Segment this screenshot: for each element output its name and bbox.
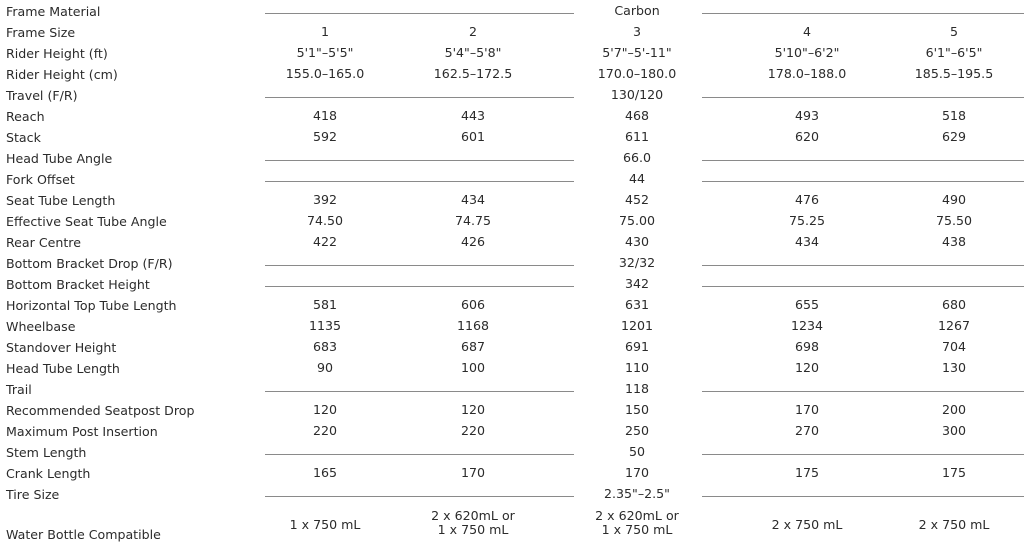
size-5-value: 185.5–195.5 — [914, 66, 994, 81]
span-divider-right — [702, 97, 1024, 98]
row-label: Reach — [6, 109, 45, 124]
size-1-value: 392 — [312, 192, 338, 207]
size-4-value: 178.0–188.0 — [767, 66, 847, 81]
row-label: Bottom Bracket Height — [6, 277, 150, 292]
row-label: Stack — [6, 130, 41, 145]
span-divider-left — [265, 391, 574, 392]
row-label: Fork Offset — [6, 172, 75, 187]
size-1-value: 592 — [312, 129, 338, 144]
size-4-value: 698 — [794, 339, 820, 354]
size-4-value: 493 — [794, 108, 820, 123]
size-2-value: 2 — [468, 24, 477, 39]
size-4-value: 2 x 750 mL — [771, 517, 843, 532]
row-label: Standover Height — [6, 340, 117, 355]
size-2-value: 2 x 620mL or 1 x 750 mL — [431, 508, 515, 537]
size-4-value: 270 — [794, 423, 820, 438]
geometry-row — [0, 276, 1024, 297]
size-3-value: 452 — [624, 192, 650, 207]
size-2-value: 74.75 — [454, 213, 492, 228]
size-4-value: 120 — [794, 360, 820, 375]
size-3-value: 170 — [624, 465, 650, 480]
size-5-value: 175 — [941, 465, 967, 480]
span-divider-left — [265, 265, 574, 266]
size-5-value: 300 — [941, 423, 967, 438]
size-2-value: 1168 — [456, 318, 490, 333]
span-divider-right — [702, 391, 1024, 392]
size-2-value: 5'4"–5'8" — [444, 45, 502, 60]
span-divider-left — [265, 160, 574, 161]
size-4-value: 476 — [794, 192, 820, 207]
geometry-row — [0, 24, 1024, 45]
geometry-row — [0, 318, 1024, 339]
size-4-value: 620 — [794, 129, 820, 144]
size-4-value: 5'10"–6'2" — [774, 45, 840, 60]
size-3-value: 110 — [624, 360, 650, 375]
size-2-value: 100 — [460, 360, 486, 375]
size-3-value: 3 — [632, 24, 641, 39]
span-value: Carbon — [614, 3, 660, 18]
size-2-value: 426 — [460, 234, 486, 249]
span-value: 118 — [624, 381, 650, 396]
size-2-value: 606 — [460, 297, 486, 312]
row-label: Horizontal Top Tube Length — [6, 298, 177, 313]
size-5-value: 704 — [941, 339, 967, 354]
geometry-row — [0, 234, 1024, 255]
row-label: Tire Size — [6, 487, 60, 502]
geometry-row — [0, 171, 1024, 192]
geometry-row — [0, 66, 1024, 87]
size-4-value: 75.25 — [788, 213, 826, 228]
size-1-value: 1135 — [308, 318, 342, 333]
row-label: Rider Height (cm) — [6, 67, 118, 82]
size-2-value: 601 — [460, 129, 486, 144]
size-3-value: 468 — [624, 108, 650, 123]
size-3-value: 1201 — [620, 318, 654, 333]
size-1-value: 1 x 750 mL — [289, 517, 361, 532]
size-2-value: 170 — [460, 465, 486, 480]
geometry-row — [0, 465, 1024, 486]
row-label: Frame Size — [6, 25, 76, 40]
span-divider-left — [265, 286, 574, 287]
size-5-value: 680 — [941, 297, 967, 312]
size-1-value: 165 — [312, 465, 338, 480]
row-label: Bottom Bracket Drop (F/R) — [6, 256, 173, 271]
size-4-value: 170 — [794, 402, 820, 417]
size-3-value: 631 — [624, 297, 650, 312]
span-value: 50 — [628, 444, 646, 459]
size-3-value: 430 — [624, 234, 650, 249]
span-divider-left — [265, 97, 574, 98]
geometry-row — [0, 87, 1024, 108]
geometry-row — [0, 402, 1024, 423]
size-5-value: 200 — [941, 402, 967, 417]
size-5-value: 75.50 — [935, 213, 973, 228]
size-5-value: 490 — [941, 192, 967, 207]
size-5-value: 518 — [941, 108, 967, 123]
size-1-value: 683 — [312, 339, 338, 354]
size-2-value: 434 — [460, 192, 486, 207]
size-4-value: 4 — [802, 24, 811, 39]
span-divider-right — [702, 13, 1024, 14]
geometry-row — [0, 360, 1024, 381]
row-label: Crank Length — [6, 466, 91, 481]
row-label: Water Bottle Compatible — [6, 527, 161, 542]
size-1-value: 220 — [312, 423, 338, 438]
span-value: 44 — [628, 171, 646, 186]
size-5-value: 6'1"–6'5" — [925, 45, 983, 60]
row-label: Rear Centre — [6, 235, 81, 250]
size-5-value: 1267 — [937, 318, 971, 333]
geometry-row — [0, 255, 1024, 276]
size-2-value: 220 — [460, 423, 486, 438]
size-2-value: 162.5–172.5 — [433, 66, 513, 81]
size-5-value: 438 — [941, 234, 967, 249]
geometry-row — [0, 486, 1024, 507]
span-value: 130/120 — [610, 87, 664, 102]
geometry-row — [0, 192, 1024, 213]
size-2-value: 120 — [460, 402, 486, 417]
span-divider-right — [702, 160, 1024, 161]
size-1-value: 422 — [312, 234, 338, 249]
geometry-row — [0, 108, 1024, 129]
span-divider-right — [702, 265, 1024, 266]
geometry-row — [0, 297, 1024, 318]
row-label: Head Tube Length — [6, 361, 120, 376]
size-1-value: 5'1"–5'5" — [296, 45, 354, 60]
row-label: Frame Material — [6, 4, 101, 19]
row-label: Seat Tube Length — [6, 193, 116, 208]
span-value: 32/32 — [618, 255, 656, 270]
size-3-value: 2 x 620mL or 1 x 750 mL — [595, 508, 679, 537]
geometry-row — [0, 381, 1024, 402]
size-4-value: 1234 — [790, 318, 824, 333]
size-2-value: 443 — [460, 108, 486, 123]
size-3-value: 5'7"–5'-11" — [602, 45, 672, 60]
size-1-value: 90 — [316, 360, 334, 375]
row-label: Head Tube Angle — [6, 151, 113, 166]
size-1-value: 155.0–165.0 — [285, 66, 365, 81]
size-1-value: 74.50 — [306, 213, 344, 228]
row-label: Recommended Seatpost Drop — [6, 403, 195, 418]
size-5-value: 5 — [949, 24, 958, 39]
size-1-value: 120 — [312, 402, 338, 417]
span-divider-right — [702, 286, 1024, 287]
geometry-row — [0, 339, 1024, 360]
size-1-value: 1 — [320, 24, 329, 39]
span-divider-left — [265, 454, 574, 455]
row-label: Effective Seat Tube Angle — [6, 214, 167, 229]
span-divider-left — [265, 496, 574, 497]
geometry-row — [0, 150, 1024, 171]
row-label: Trail — [6, 382, 32, 397]
size-3-value: 75.00 — [618, 213, 656, 228]
row-label: Travel (F/R) — [6, 88, 78, 103]
size-4-value: 655 — [794, 297, 820, 312]
size-3-value: 611 — [624, 129, 650, 144]
geometry-row — [0, 45, 1024, 66]
size-2-value: 687 — [460, 339, 486, 354]
size-1-value: 581 — [312, 297, 338, 312]
span-divider-right — [702, 454, 1024, 455]
size-5-value: 2 x 750 mL — [918, 517, 990, 532]
size-4-value: 175 — [794, 465, 820, 480]
geometry-row — [0, 213, 1024, 234]
size-5-value: 130 — [941, 360, 967, 375]
geometry-row — [0, 423, 1024, 444]
geometry-row — [0, 129, 1024, 150]
size-3-value: 691 — [624, 339, 650, 354]
row-label: Wheelbase — [6, 319, 76, 334]
span-value: 342 — [624, 276, 650, 291]
size-3-value: 170.0–180.0 — [597, 66, 677, 81]
span-value: 66.0 — [622, 150, 652, 165]
size-3-value: 250 — [624, 423, 650, 438]
size-4-value: 434 — [794, 234, 820, 249]
span-divider-left — [265, 13, 574, 14]
geometry-row — [0, 444, 1024, 465]
span-value: 2.35"–2.5" — [604, 486, 670, 501]
size-1-value: 418 — [312, 108, 338, 123]
geometry-row — [0, 507, 1024, 549]
geometry-row — [0, 3, 1024, 24]
row-label: Stem Length — [6, 445, 87, 460]
size-5-value: 629 — [941, 129, 967, 144]
span-divider-right — [702, 181, 1024, 182]
row-label: Maximum Post Insertion — [6, 424, 158, 439]
span-divider-right — [702, 496, 1024, 497]
size-3-value: 150 — [624, 402, 650, 417]
span-divider-left — [265, 181, 574, 182]
row-label: Rider Height (ft) — [6, 46, 108, 61]
